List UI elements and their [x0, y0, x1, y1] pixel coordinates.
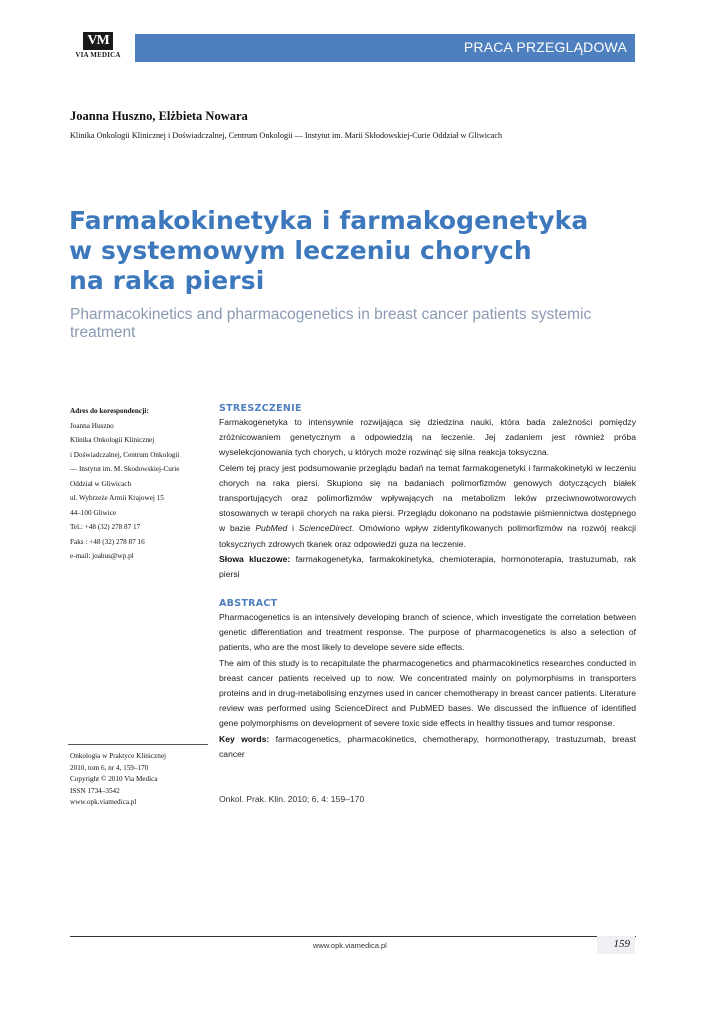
page-number: 159: [613, 938, 630, 950]
correspondence-line: Oddział w Gliwicach: [70, 479, 132, 488]
correspondence-heading: Adres do korespondencji:: [70, 407, 149, 415]
abstract-paragraph: The aim of this study is to recapitulate the pharmacogenetics and pharmacokinetics researches conducted in breast cancer patients received up to now. We concentrated mainly on polymorphisms in transporters proteins and in drug-metabolising enzymes used in cancer chemotherapy in breast cancer patients. Literature review was performed using ScienceDirect and PubMED bases. We discussed the influence of identified gene polymorphisms on development of severe toxic side effects in healthy tissues and tumor response.: [219, 657, 636, 729]
journal-line: ISSN 1734–3542: [70, 786, 120, 795]
article-title: [69, 206, 649, 296]
footer-divider: [70, 936, 636, 937]
correspondence-line: Tel.: +48 (32) 278 87 17: [70, 523, 141, 531]
correspondence-line: Joanna Huszno: [70, 421, 114, 430]
streszczenie-body: [219, 415, 636, 582]
page-number-box: [597, 936, 635, 954]
journal-url[interactable]: www.opk.viamedica.pl: [70, 798, 137, 807]
correspondence-line: ul. Wybrzeże Armii Krajowej 15: [70, 494, 164, 502]
keywords-list: farmakogenetyka, farmakokinetyka, chemioterapia, hormonoterapia, trastuzumab, rak piersi: [219, 553, 637, 580]
logo-text: VIA MEDICA: [75, 51, 121, 59]
keywords-list: farmacogenetics, pharmacokinetics, chemotherapy, hormonotherapy, trastuzumab, breast cancer: [219, 733, 637, 759]
streszczenie-paragraph: Celem tej pracy jest podsumowanie przeglądu badań na temat farmakogenetyki i farmakokinetyki w leczeniu chorych na raka piersi. Skupiono się na badaniach polimorfizmów genowych dotyczących białek transportujących oraz polimorfizmów wpływających na metabolizm leków przeciwnowotworowych stosowanych w terapii chorych na raka piersi. Przeglądu dokonano na podstawie piśmiennictwa dostępnego w bazie PubMed i ScienceDirect. Omówiono wpływ zidentyfikowanych polimorfizmów na rozwój reakcji toksycznych zdrowych tkanek oraz odpowiedzi guza na leczenie.: [219, 462, 636, 549]
abstract-section: [219, 598, 636, 762]
keywords-label: Słowa kluczowe:: [219, 553, 291, 564]
affiliation: Klinika Onkologii Klinicznej i Doświadczalnej, Centrum Onkologii — Instytut im. Marii Skłodowskiej-Curie Oddział w Gliwicach: [70, 131, 503, 140]
abstract-body: [219, 610, 636, 762]
database-name: PubMed: [255, 523, 288, 534]
correspondence-line: i Doświadczalnej, Centrum Onkologii: [70, 450, 180, 459]
footer-url[interactable]: www.opk.viamedica.pl: [313, 941, 387, 950]
citation: Onkol. Prak. Klin. 2010; 6, 4: 159–170: [219, 794, 365, 804]
streszczenie-keywords: [219, 552, 636, 582]
journal-line: Onkologia w Praktyce Klinicznej: [70, 752, 167, 760]
article-subtitle: Pharmacokinetics and pharmacogenetics in breast cancer patients systemic treatment: [70, 306, 592, 341]
correspondence-email[interactable]: e-mail: joahus@wp.pl: [70, 552, 134, 560]
title-line: na raka piersi: [69, 266, 265, 295]
correspondence-line: Faks : +48 (32) 278 87 16: [70, 537, 145, 546]
streszczenie-section: [219, 403, 636, 582]
publisher-logo: [68, 32, 128, 59]
logo-mark: VM: [83, 32, 113, 50]
database-name: ScienceDirect: [298, 523, 352, 534]
journal-info: [70, 751, 210, 809]
correspondence-line: 44–100 Gliwice: [70, 508, 117, 517]
title-line: Farmakokinetyka i farmakogenetyka: [69, 206, 589, 235]
journal-line: Copyright © 2010 Via Medica: [70, 775, 158, 784]
keywords-label: Key words:: [219, 733, 270, 744]
abstract-keywords: [219, 732, 636, 762]
correspondence-line: Klinika Onkologii Klinicznej: [70, 436, 155, 444]
correspondence-block: [70, 404, 210, 564]
section-banner: [135, 34, 635, 62]
journal-divider: [68, 744, 208, 745]
authors: Joanna Huszno, Elżbieta Nowara: [70, 109, 248, 123]
abstract-paragraph: Pharmacogenetics is an intensively developing branch of science, which investigate the correlation between genetic differentiation and treatment response. The purpose of pharmacogenetics is also a selection of patients, who are the most likely to develope severe side effects.: [219, 612, 636, 653]
section-label: PRACA PRZEGLĄDOWA: [463, 39, 627, 55]
title-line: w systemowym leczeniu chorych: [69, 236, 532, 265]
abstract-heading: ABSTRACT: [219, 598, 278, 609]
journal-line: 2010, tom 6, nr 4, 159–170: [70, 763, 149, 772]
streszczenie-heading: STRESZCZENIE: [219, 403, 302, 414]
streszczenie-paragraph: Farmakogenetyka to intensywnie rozwijająca się dziedzina nauki, która bada zależności pomiędzy zróżnicowaniem genetycznym a odpowiedzią na leczenie. Jej zadaniem jest również próba wyselekcjonowania tych chorych, u których może rozwinąć się silna reakcja toksyczna.: [219, 417, 636, 458]
correspondence-line: — Instytut im. M. Skodowskiej-Curie: [70, 465, 180, 473]
